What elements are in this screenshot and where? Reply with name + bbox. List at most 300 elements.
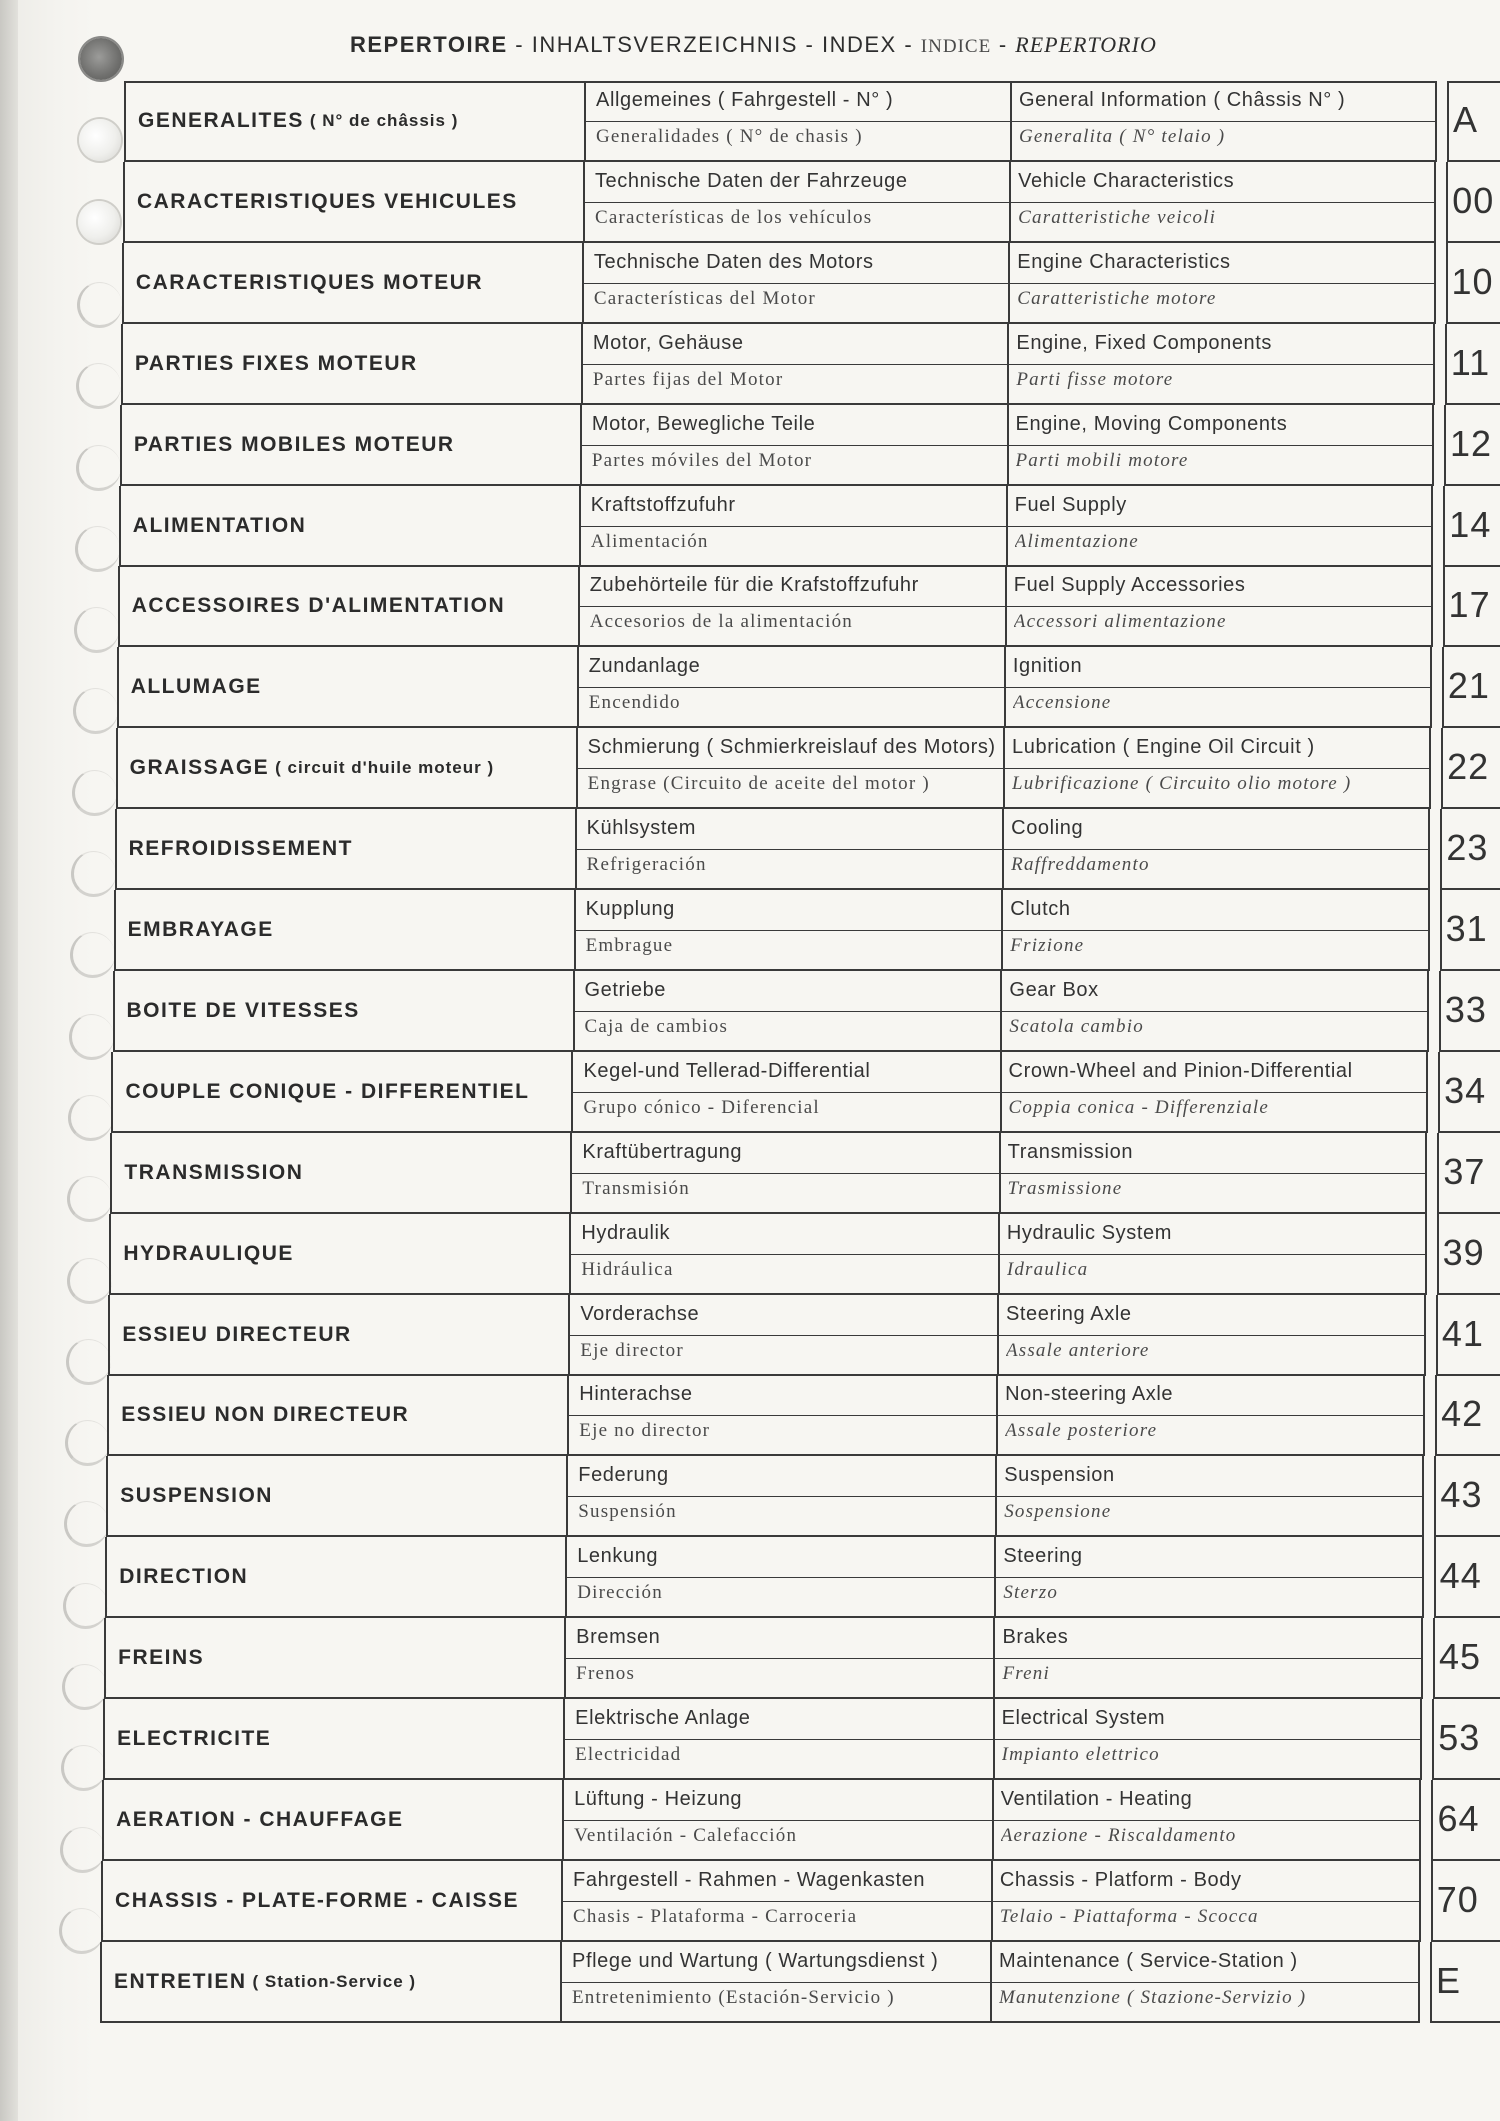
title-en: INDEX [821, 32, 897, 57]
title-it: REPERTORIO [1015, 32, 1157, 57]
section-name-fr: ACCESSOIRES D'ALIMENTATION [131, 594, 506, 618]
left-border [107, 1375, 109, 1456]
section-name-de: Allgemeines ( Fahrgestell - N° ) [596, 89, 894, 111]
column-divider [1000, 1052, 1002, 1133]
column-divider [563, 1699, 565, 1780]
index-row [105, 1537, 1493, 1618]
section-name-es: Encendido [588, 692, 681, 714]
binder-hole [69, 1014, 114, 1060]
section-name-en: Engine, Moving Components [1015, 412, 1288, 435]
left-border [106, 1456, 108, 1537]
section-name-es: Frenos [576, 1663, 636, 1685]
column-divider [993, 1699, 995, 1780]
section-name-it: Frizione [1010, 935, 1085, 956]
number-box-border [1447, 81, 1449, 162]
section-name-fr: ALIMENTATION [132, 513, 307, 537]
column-divider [1003, 728, 1005, 809]
section-name-fr: COUPLE CONIQUE - DIFFERENTIEL [125, 1079, 530, 1103]
section-title-fr [104, 1618, 564, 1698]
left-border [100, 1942, 102, 2023]
binder-hole [76, 445, 121, 491]
binder-hole [78, 201, 120, 243]
number-box-rule [1430, 2021, 1500, 2023]
section-title-fr [101, 1861, 561, 1941]
section-name-es: Grupo cónico - Diferencial [583, 1096, 820, 1118]
title-es: INDICE [920, 36, 992, 57]
binder-hole [64, 1501, 109, 1547]
binder-hole [76, 363, 121, 409]
index-row [122, 243, 1500, 324]
left-border [121, 324, 123, 405]
section-name-fr: DIRECTION [119, 1565, 249, 1589]
binder-hole [59, 1908, 104, 1954]
section-name-de: Hydraulik [581, 1221, 671, 1244]
left-border [123, 162, 125, 243]
section-name-it: Sospensione [1004, 1501, 1112, 1523]
index-row [100, 1942, 1490, 2023]
binder-hole [75, 526, 120, 572]
number-box-border [1446, 243, 1448, 324]
section-name-de: Zubehörteile für die Krafstoffzufuhr [589, 574, 919, 597]
column-divider [1002, 809, 1004, 890]
section-name-it: Parti mobili motore [1015, 449, 1189, 471]
section-name-es: Partes móviles del Motor [591, 449, 813, 471]
right-border [1433, 324, 1435, 405]
section-number: 23 [1446, 827, 1489, 869]
left-border [118, 566, 120, 647]
section-name-es: Refrigeración [586, 854, 707, 876]
section-name-de: Technische Daten des Motors [593, 250, 874, 273]
column-divider [991, 1861, 993, 1942]
right-border [1422, 1456, 1424, 1537]
column-divider [578, 566, 580, 647]
section-number: 33 [1444, 988, 1487, 1030]
section-name-es: Eje director [580, 1339, 684, 1361]
section-name-fr: ALLUMAGE [130, 675, 262, 699]
binder-hole [73, 688, 118, 734]
binder-hole [72, 770, 117, 816]
section-number: 21 [1447, 665, 1490, 707]
right-border [1431, 486, 1433, 567]
section-name-es: Engrase (Circuito de aceite del motor ) [587, 773, 930, 795]
right-border [1435, 81, 1437, 162]
column-divider [1009, 162, 1011, 243]
section-name-de: Motor, Bewegliche Teile [591, 412, 816, 435]
column-divider [576, 728, 578, 809]
column-divider [560, 1942, 562, 2023]
binder-hole [68, 1095, 113, 1141]
section-number: 00 [1452, 179, 1495, 221]
section-name-en: Engine, Fixed Components [1016, 331, 1273, 354]
section-name-it: Scatola cambio [1009, 1015, 1144, 1037]
column-divider [993, 1618, 995, 1699]
index-row [121, 324, 1500, 405]
section-name-fr: GENERALITES [138, 109, 304, 132]
binder-hole [77, 282, 122, 328]
section-title-fr [120, 405, 580, 485]
section-title-fr [109, 1214, 569, 1294]
section-name-en: Hydraulic System [1006, 1221, 1173, 1244]
section-name-en: Engine Characteristics [1017, 250, 1231, 273]
number-box-border [1440, 809, 1442, 890]
right-border [1428, 890, 1430, 971]
section-name-es: Suspensión [578, 1501, 677, 1523]
section-name-fr: EMBRAYAGE [127, 918, 274, 941]
section-number: 10 [1451, 260, 1494, 302]
section-name-fr: BOITE DE VITESSES [126, 998, 360, 1022]
column-divider [581, 324, 583, 405]
section-name-it: Alimentazione [1014, 530, 1139, 552]
column-divider [1007, 405, 1009, 486]
section-number: 31 [1445, 908, 1488, 949]
section-name-es: Generalidades ( N° de chasis ) [596, 126, 863, 147]
index-row [118, 566, 1500, 647]
section-name-de: Elektrische Anlage [575, 1707, 751, 1729]
section-name-it: Assale posteriore [1005, 1420, 1158, 1442]
section-name-fr: GRAISSAGE [129, 756, 270, 780]
row-bottom-rule [100, 2021, 1418, 2023]
number-box-border [1439, 971, 1441, 1052]
section-title-fr [123, 162, 583, 242]
section-name-de: Motor, Gehäuse [592, 331, 744, 354]
section-name-de: Fahrgestell - Rahmen - Wagenkasten [573, 1868, 926, 1891]
right-border [1422, 1537, 1424, 1618]
section-name-it: Caratteristiche veicoli [1018, 206, 1217, 228]
section-title-fr [124, 81, 584, 161]
section-name-en: Brakes [1002, 1626, 1069, 1649]
section-name-it: Accessori alimentazione [1013, 611, 1227, 633]
right-border [1434, 243, 1436, 324]
left-border [122, 243, 124, 324]
number-box-border [1435, 1375, 1437, 1456]
number-box-border [1442, 647, 1444, 728]
column-divider [1000, 971, 1002, 1052]
left-border [114, 890, 116, 971]
section-title-fr [122, 243, 582, 323]
index-row [110, 1133, 1497, 1214]
column-divider [565, 1537, 567, 1618]
left-border [101, 1861, 103, 1942]
right-border [1428, 809, 1430, 890]
section-number: 64 [1437, 1797, 1480, 1839]
column-divider [1006, 486, 1008, 567]
number-box-border [1443, 486, 1445, 567]
right-border [1432, 405, 1434, 486]
binder-hole [60, 1827, 105, 1873]
section-title-fr [113, 971, 573, 1051]
number-box-border [1431, 1861, 1433, 1942]
section-name-en: Gear Box [1009, 978, 1099, 1001]
section-name-en: Ignition [1012, 655, 1083, 678]
column-divider [990, 1942, 992, 2023]
section-number: 70 [1436, 1878, 1479, 1920]
section-name-en: Clutch [1010, 898, 1071, 920]
section-name-it: Coppia conica - Differenziale [1008, 1096, 1270, 1118]
section-name-es: Partes fijas del Motor [592, 368, 784, 390]
title-sep: - [515, 32, 525, 57]
section-name-fr: SUSPENSION [120, 1484, 273, 1508]
column-divider [575, 809, 577, 890]
section-name-es: Características del Motor [593, 287, 816, 309]
section-number: 45 [1438, 1636, 1481, 1678]
number-box-border [1434, 1456, 1436, 1537]
left-border [124, 81, 126, 162]
section-name-fr: ESSIEU DIRECTEUR [122, 1322, 352, 1346]
left-border [109, 1214, 111, 1295]
section-name-es: Alimentación [590, 530, 709, 552]
column-divider [580, 405, 582, 486]
section-name-es: Características de los vehículos [594, 206, 873, 228]
section-name-fr: CARACTERISTIQUES VEHICULES [136, 189, 518, 213]
right-border [1423, 1375, 1425, 1456]
column-divider [574, 890, 576, 971]
number-box-border [1437, 1214, 1439, 1295]
left-border [115, 809, 117, 890]
column-divider [1005, 566, 1007, 647]
section-subtitle-fr: ( N° de châssis ) [309, 111, 459, 130]
section-name-es: Eje no director [579, 1420, 711, 1442]
section-name-it: Telaio - Piattaforma - Scocca [999, 1905, 1259, 1927]
section-name-fr: PARTIES MOBILES MOTEUR [133, 432, 455, 456]
section-title-fr [106, 1456, 566, 1536]
left-border [110, 1133, 112, 1214]
index-row [115, 809, 1500, 890]
right-border [1434, 162, 1436, 243]
binder-hole [61, 1745, 106, 1791]
index-row [108, 1295, 1496, 1376]
section-number: 37 [1443, 1150, 1486, 1192]
column-divider [994, 1537, 996, 1618]
table-top-rule [124, 81, 1435, 83]
section-name-en: Crown-Wheel and Pinion-Differential [1008, 1059, 1353, 1082]
index-row [101, 1861, 1491, 1942]
index-row [114, 890, 1500, 971]
section-number: E [1436, 1959, 1462, 2001]
section-name-de: Technische Daten der Fahrzeuge [594, 169, 908, 192]
left-border [119, 486, 121, 567]
section-number: 42 [1441, 1393, 1484, 1435]
column-divider [584, 81, 586, 162]
section-name-en: Lubrication ( Engine Oil Circuit ) [1012, 736, 1315, 759]
index-row [106, 1456, 1494, 1537]
column-divider [998, 1214, 1000, 1295]
index-row [103, 1699, 1492, 1780]
section-name-it: Generalita ( N° telaio ) [1019, 126, 1226, 147]
binder-hole [80, 38, 122, 80]
column-divider [562, 1780, 564, 1861]
right-border [1424, 1295, 1426, 1376]
section-name-en: Steering [1003, 1545, 1083, 1568]
section-name-en: Steering Axle [1005, 1302, 1132, 1325]
section-name-de: Lenkung [577, 1545, 659, 1568]
column-divider [1007, 324, 1009, 405]
section-name-fr: CHASSIS - PLATE-FORME - CAISSE [115, 1888, 519, 1912]
section-name-de: Schmierung ( Schmierkreislauf des Motors) [587, 736, 996, 759]
number-box-border [1444, 405, 1446, 486]
left-border [104, 1618, 106, 1699]
left-border [108, 1295, 110, 1376]
section-name-en: Chassis - Platform - Body [999, 1868, 1242, 1891]
number-box-top [1447, 81, 1500, 83]
section-name-de: Kühlsystem [586, 817, 696, 840]
section-number: 17 [1448, 584, 1491, 626]
section-name-en: Fuel Supply [1014, 493, 1127, 516]
left-border [102, 1780, 104, 1861]
section-title-fr [115, 809, 575, 889]
section-name-en: Electrical System [1001, 1707, 1166, 1729]
section-number: 12 [1450, 422, 1493, 464]
index-row [107, 1375, 1495, 1456]
section-name-de: Federung [578, 1464, 669, 1487]
section-name-fr: ESSIEU NON DIRECTEUR [121, 1403, 410, 1427]
section-name-fr: HYDRAULIQUE [123, 1241, 294, 1265]
index-row [117, 647, 1500, 728]
section-name-fr: ELECTRICITE [117, 1727, 272, 1750]
column-divider [571, 1052, 573, 1133]
section-title-fr [110, 1133, 570, 1213]
title-sep: - [904, 32, 914, 57]
section-name-en: Cooling [1011, 817, 1084, 840]
column-divider [573, 971, 575, 1052]
section-name-it: Trasmissione [1007, 1177, 1123, 1199]
section-number: 14 [1449, 503, 1492, 545]
section-title-fr [119, 486, 579, 566]
column-divider [561, 1861, 563, 1942]
column-divider [996, 1375, 998, 1456]
index-row [120, 405, 1500, 486]
number-box-border [1438, 1052, 1440, 1133]
title-fr: REPERTOIRE [350, 32, 508, 57]
section-number: 11 [1450, 341, 1491, 383]
section-name-es: Chasis - Plataforma - Carroceria [573, 1905, 858, 1927]
section-name-it: Caratteristiche motore [1017, 287, 1217, 309]
number-box-border [1431, 1780, 1433, 1861]
column-divider [1008, 243, 1010, 324]
left-border [113, 971, 115, 1052]
number-box-border [1432, 1699, 1434, 1780]
right-border [1427, 971, 1429, 1052]
column-divider [992, 1780, 994, 1861]
section-name-en: General Information ( Châssis N° ) [1019, 89, 1346, 111]
section-name-it: Raffreddamento [1011, 854, 1150, 876]
section-name-de: Hinterachse [579, 1383, 693, 1406]
binder-hole [63, 1583, 108, 1629]
section-name-es: Entretenimiento (Estación-Servicio ) [572, 1986, 895, 2008]
index-row [116, 728, 1500, 809]
column-divider [569, 1214, 571, 1295]
index-row [111, 1052, 1498, 1133]
section-name-de: Zundanlage [588, 655, 701, 678]
section-name-en: Fuel Supply Accessories [1013, 574, 1246, 597]
section-name-es: Hidráulica [581, 1258, 674, 1280]
section-name-it: Freni [1002, 1663, 1050, 1685]
right-border [1419, 1780, 1421, 1861]
right-border [1425, 1214, 1427, 1295]
section-title-fr [103, 1699, 563, 1779]
section-number: 39 [1442, 1231, 1485, 1273]
index-row [123, 162, 1500, 243]
section-number: 34 [1444, 1069, 1487, 1111]
column-divider [999, 1133, 1001, 1214]
right-border [1425, 1133, 1427, 1214]
section-name-it: Aerazione - Riscaldamento [1000, 1824, 1237, 1846]
left-border [120, 405, 122, 486]
section-name-it: Idraulica [1006, 1258, 1089, 1280]
column-divider [564, 1618, 566, 1699]
binder-hole [67, 1258, 112, 1304]
section-name-de: Getriebe [584, 978, 667, 1001]
section-number: 43 [1440, 1474, 1483, 1516]
number-box-border [1437, 1133, 1439, 1214]
right-border [1430, 647, 1432, 728]
section-title-fr [107, 1375, 567, 1455]
section-name-es: Transmisión [582, 1177, 690, 1199]
mid-rule [560, 1982, 1418, 1983]
binder-hole [62, 1664, 107, 1710]
title-sep: - [998, 32, 1008, 57]
binder-hole [65, 1420, 110, 1466]
title-de: INHALTSVERZEICHNIS [531, 32, 798, 57]
number-box-border [1430, 1942, 1432, 2023]
right-border [1429, 728, 1431, 809]
section-title-fr [111, 1052, 571, 1132]
section-name-es: Embrague [585, 935, 674, 956]
section-number: A [1453, 99, 1479, 140]
page-title [350, 32, 1250, 58]
section-name-it: Impianto elettrico [1001, 1744, 1160, 1765]
index-row [124, 81, 1500, 162]
right-border [1418, 1942, 1420, 2023]
section-name-fr: CARACTERISTIQUES MOTEUR [135, 270, 484, 294]
column-divider [579, 486, 581, 567]
section-name-en: Transmission [1007, 1140, 1134, 1163]
section-title-fr [118, 566, 578, 646]
section-number: 41 [1441, 1312, 1484, 1354]
column-divider [577, 647, 579, 728]
binder-hole [74, 607, 119, 653]
section-name-fr: AERATION - CHAUFFAGE [116, 1807, 404, 1831]
left-border [111, 1052, 113, 1133]
binder-hole [79, 119, 121, 161]
right-border [1420, 1699, 1422, 1780]
section-name-en: Non-steering Axle [1005, 1383, 1174, 1406]
section-name-fr: ENTRETIEN [114, 1969, 247, 1993]
right-border [1419, 1861, 1421, 1942]
column-divider [995, 1456, 997, 1537]
section-name-de: Kraftübertragung [582, 1140, 743, 1163]
binding-strip [0, 0, 18, 2121]
binder-hole [71, 851, 116, 897]
number-box-border [1446, 162, 1448, 243]
section-title-fr [117, 647, 577, 727]
section-name-es: Dirección [577, 1582, 663, 1604]
section-name-de: Pflege und Wartung ( Wartungsdienst ) [572, 1949, 939, 1972]
section-title-fr [105, 1537, 565, 1617]
section-name-es: Electricidad [575, 1744, 682, 1765]
section-name-de: Kraftstoffzufuhr [590, 493, 736, 516]
column-divider [582, 243, 584, 324]
binder-hole [66, 1339, 111, 1385]
title-sep: - [805, 32, 815, 57]
section-title-fr [102, 1780, 562, 1860]
section-name-es: Ventilación - Calefacción [574, 1824, 798, 1846]
number-box-border [1440, 890, 1442, 971]
index-row [109, 1214, 1496, 1295]
number-box-border [1441, 728, 1443, 809]
section-name-it: Sterzo [1003, 1582, 1059, 1604]
column-divider [997, 1295, 999, 1376]
section-name-fr: FREINS [118, 1646, 205, 1670]
